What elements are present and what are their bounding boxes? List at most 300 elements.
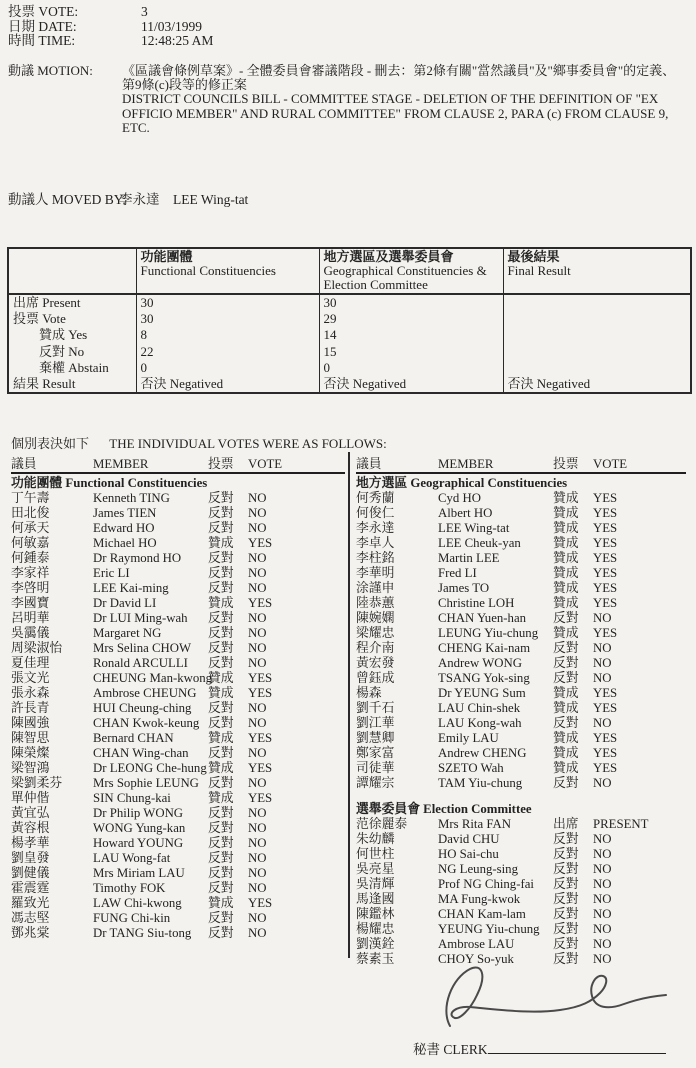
vote-value-english: NO bbox=[593, 862, 612, 876]
member-vote-row bbox=[356, 716, 686, 731]
member-vote-row bbox=[356, 937, 686, 952]
member-vote-row bbox=[11, 896, 345, 911]
member-name-chinese: 劉江華 bbox=[356, 716, 395, 730]
vote-value-english: YES bbox=[248, 596, 273, 610]
member-vote-row bbox=[356, 671, 686, 686]
member-name-chinese: 黃宏發 bbox=[356, 656, 395, 670]
vote-value-chinese: 贊成 bbox=[208, 686, 234, 700]
member-name-chinese: 楊孝華 bbox=[11, 836, 50, 850]
member-vote-row bbox=[356, 731, 686, 746]
member-name-english: TSANG Yok-sing bbox=[438, 671, 530, 685]
vote-value-chinese: 反對 bbox=[208, 506, 234, 520]
member-name-english: LAU Chin-shek bbox=[438, 701, 521, 715]
moved-by-value: 李永達 LEE Wing-tat bbox=[119, 192, 249, 207]
summary-row bbox=[8, 360, 691, 376]
summary-row-label: 反對 No bbox=[13, 343, 85, 359]
member-name-chinese: 司徒華 bbox=[356, 761, 395, 775]
member-vote-row bbox=[11, 881, 345, 896]
member-name-chinese: 黃宜弘 bbox=[11, 806, 50, 820]
member-name-english: Andrew CHENG bbox=[438, 746, 527, 760]
member-name-english: Ambrose CHEUNG bbox=[93, 686, 197, 700]
vote-value-english: NO bbox=[593, 671, 612, 685]
member-name-english: HUI Cheung-ching bbox=[93, 701, 192, 715]
member-name-english: HO Sai-chu bbox=[438, 847, 499, 861]
member-name-english: David CHU bbox=[438, 832, 500, 846]
member-name-english: MA Fung-kwok bbox=[438, 892, 521, 906]
member-name-chinese: 蔡素玉 bbox=[356, 952, 395, 966]
member-vote-row bbox=[356, 832, 686, 847]
member-name-chinese: 梁耀忠 bbox=[356, 626, 395, 640]
member-name-english: Martin LEE bbox=[438, 551, 500, 565]
vote-value-chinese: 反對 bbox=[553, 922, 579, 936]
vote-value-chinese: 贊成 bbox=[553, 761, 579, 775]
vote-value-english: NO bbox=[248, 851, 267, 865]
vote-value-chinese: 反對 bbox=[553, 671, 579, 685]
member-vote-row bbox=[11, 521, 345, 536]
member-name-chinese: 曾鈺成 bbox=[356, 671, 395, 685]
member-vote-row bbox=[356, 922, 686, 937]
summary-geographical-value: 29 bbox=[319, 311, 503, 327]
geographical-votes-column bbox=[356, 457, 686, 967]
vote-value-english: YES bbox=[593, 536, 618, 550]
vote-cn-header: 投票 bbox=[208, 457, 234, 471]
vote-value-chinese: 反對 bbox=[553, 611, 579, 625]
vote-value-english: YES bbox=[593, 491, 618, 505]
member-name-chinese: 吳亮星 bbox=[356, 862, 395, 876]
member-name-english: LAW Chi-kwong bbox=[93, 896, 182, 910]
vote-value-english: YES bbox=[593, 761, 618, 775]
member-name-chinese: 何秀蘭 bbox=[356, 491, 395, 505]
member-name-chinese: 何敏嘉 bbox=[11, 536, 50, 550]
vote-value-chinese: 反對 bbox=[208, 581, 234, 595]
member-vote-row bbox=[356, 551, 686, 566]
member-vote-row bbox=[356, 907, 686, 922]
vote-value-english: NO bbox=[593, 776, 612, 790]
member-name-chinese: 陳智思 bbox=[11, 731, 50, 745]
vote-value-chinese: 贊成 bbox=[553, 566, 579, 580]
member-vote-row bbox=[356, 686, 686, 701]
geographical-section-heading: 地方選區 Geographical Constituencies bbox=[356, 476, 568, 490]
vote-value-english: NO bbox=[593, 907, 612, 921]
vote-value-english: NO bbox=[248, 551, 267, 565]
vote-value-chinese: 反對 bbox=[553, 656, 579, 670]
summary-row bbox=[8, 344, 691, 360]
member-name-chinese: 李啓明 bbox=[11, 581, 50, 595]
member-name-chinese: 涂謹申 bbox=[356, 581, 395, 595]
vote-en-header: VOTE bbox=[248, 457, 283, 471]
vote-value-english: YES bbox=[248, 896, 273, 910]
individual-votes-title-english: THE INDIVIDUAL VOTES WERE AS FOLLOWS: bbox=[109, 436, 387, 451]
member-name-english: CHAN Kwok-keung bbox=[93, 716, 200, 730]
vote-value-english: NO bbox=[248, 881, 267, 895]
member-vote-row bbox=[356, 761, 686, 776]
vote-number-label: 投票 VOTE: bbox=[8, 4, 79, 19]
vote-value-chinese: 反對 bbox=[553, 776, 579, 790]
member-vote-row bbox=[11, 761, 345, 776]
member-name-english: Mrs Selina CHOW bbox=[93, 641, 192, 655]
member-vote-row bbox=[356, 611, 686, 626]
member-vote-row bbox=[356, 641, 686, 656]
member-en-header: MEMBER bbox=[438, 457, 494, 471]
member-name-english: James TIEN bbox=[93, 506, 157, 520]
member-name-english: LEE Kai-ming bbox=[93, 581, 169, 595]
motion-label: 動議 MOTION: bbox=[8, 63, 93, 78]
member-vote-row bbox=[11, 656, 345, 671]
column-divider-line bbox=[348, 452, 350, 958]
member-name-chinese: 夏佳理 bbox=[11, 656, 50, 670]
vote-value-english: YES bbox=[593, 626, 618, 640]
vote-value-english: NO bbox=[248, 701, 267, 715]
member-vote-row bbox=[356, 581, 686, 596]
motion-text-english: DISTRICT COUNCILS BILL - COMMITTEE STAGE - DELETION OF THE DEFINITION OF "EX OFFICIO MEMBER" AND RURAL COMMITTEE" FROM CLAUSE 2, PARA (c) FROM CLAUSE 9, ETC. bbox=[122, 91, 669, 135]
summary-header-functional: 功能團體 Functional Constituencies bbox=[136, 248, 319, 294]
member-vote-row bbox=[11, 671, 345, 686]
vote-value-english: NO bbox=[248, 836, 267, 850]
member-vote-row bbox=[11, 596, 345, 611]
vote-value-chinese: 反對 bbox=[553, 847, 579, 861]
motion-text-chinese: 《區議會條例草案》- 全體委員會審議階段 - 刪去：第2條有關"當然議員"及"鄉事委員會"的定義、第9條(c)段等的修正案 bbox=[122, 63, 676, 93]
summary-geographical-value: 15 bbox=[319, 344, 503, 360]
vote-value-english: YES bbox=[593, 701, 618, 715]
vote-value-chinese: 反對 bbox=[208, 806, 234, 820]
member-name-chinese: 李永達 bbox=[356, 521, 395, 535]
member-vote-row bbox=[11, 581, 345, 596]
member-vote-row bbox=[11, 821, 345, 836]
member-name-english: CHOY So-yuk bbox=[438, 952, 514, 966]
votes-column-header bbox=[11, 457, 345, 474]
summary-header-empty bbox=[8, 248, 136, 294]
member-name-english: Cyd HO bbox=[438, 491, 482, 505]
member-name-chinese: 鄧兆棠 bbox=[11, 926, 50, 940]
member-name-english: CHENG Kai-nam bbox=[438, 641, 531, 655]
member-name-chinese: 梁劉柔芬 bbox=[11, 776, 63, 790]
member-name-chinese: 李卓人 bbox=[356, 536, 395, 550]
vote-value-english: NO bbox=[248, 521, 267, 535]
vote-value-chinese: 贊成 bbox=[553, 491, 579, 505]
member-vote-row bbox=[11, 491, 345, 506]
summary-row-label: 棄權 Abstain bbox=[13, 359, 109, 375]
summary-row bbox=[8, 327, 691, 343]
member-name-chinese: 羅致光 bbox=[11, 896, 50, 910]
vote-en-header: VOTE bbox=[593, 457, 628, 471]
summary-header-row bbox=[8, 248, 691, 294]
vote-value-english: NO bbox=[248, 911, 267, 925]
date-value: 11/03/1999 bbox=[141, 18, 203, 34]
vote-value-english: PRESENT bbox=[593, 817, 649, 831]
motion-text bbox=[122, 64, 688, 135]
member-vote-row bbox=[11, 536, 345, 551]
member-name-english: LEE Cheuk-yan bbox=[438, 536, 521, 550]
member-name-english: Howard YOUNG bbox=[93, 836, 184, 850]
vote-value-chinese: 反對 bbox=[208, 626, 234, 640]
vote-value-english: NO bbox=[593, 952, 612, 966]
vote-value-chinese: 反對 bbox=[208, 551, 234, 565]
vote-value-chinese: 反對 bbox=[553, 952, 579, 966]
member-name-english: Timothy FOK bbox=[93, 881, 166, 895]
member-name-english: Kenneth TING bbox=[93, 491, 170, 505]
vote-value-english: YES bbox=[593, 566, 618, 580]
individual-votes-title bbox=[11, 433, 387, 452]
member-name-chinese: 楊耀忠 bbox=[356, 922, 395, 936]
summary-row-label: 結果 Result bbox=[13, 376, 76, 392]
vote-value-english: YES bbox=[593, 581, 618, 595]
summary-final-value: 否決 Negatived bbox=[503, 376, 691, 393]
member-name-chinese: 陸恭蕙 bbox=[356, 596, 395, 610]
vote-value-chinese: 出席 bbox=[553, 817, 579, 831]
summary-final-value bbox=[503, 344, 691, 360]
member-name-chinese: 劉慧卿 bbox=[356, 731, 395, 745]
vote-value-chinese: 反對 bbox=[208, 881, 234, 895]
vote-value-chinese: 贊成 bbox=[208, 791, 234, 805]
member-vote-row bbox=[11, 626, 345, 641]
member-name-english: Dr YEUNG Sum bbox=[438, 686, 526, 700]
vote-value-chinese: 贊成 bbox=[553, 551, 579, 565]
functional-section-heading: 功能團體 Functional Constituencies bbox=[11, 476, 208, 490]
motion-section bbox=[8, 64, 688, 135]
member-name-english: Prof NG Ching-fai bbox=[438, 877, 534, 891]
member-name-chinese: 李家祥 bbox=[11, 566, 50, 580]
member-vote-row bbox=[11, 731, 345, 746]
member-name-chinese: 李國寶 bbox=[11, 596, 50, 610]
summary-geographical-value: 否決 Negatived bbox=[319, 376, 503, 393]
vote-value-english: NO bbox=[593, 877, 612, 891]
vote-value-chinese: 贊成 bbox=[208, 671, 234, 685]
member-vote-row bbox=[356, 596, 686, 611]
vote-value-chinese: 反對 bbox=[553, 641, 579, 655]
section-spacer bbox=[356, 791, 686, 802]
vote-value-english: NO bbox=[248, 656, 267, 670]
member-name-chinese: 譚耀宗 bbox=[356, 776, 395, 790]
member-name-english: NG Leung-sing bbox=[438, 862, 518, 876]
member-name-chinese: 范徐麗泰 bbox=[356, 817, 408, 831]
member-name-chinese: 何鍾泰 bbox=[11, 551, 50, 565]
member-name-english: WONG Yung-kan bbox=[93, 821, 186, 835]
member-vote-row bbox=[356, 892, 686, 907]
time-value: 12:48:25 AM bbox=[141, 33, 214, 49]
summary-functional-value: 30 bbox=[136, 311, 319, 327]
summary-functional-value: 否決 Negatived bbox=[136, 376, 319, 393]
member-name-chinese: 丁午壽 bbox=[11, 491, 50, 505]
summary-functional-value: 8 bbox=[136, 327, 319, 343]
summary-header-geographical: 地方選區及選舉委員會 Geographical Constituencies & Election Committee bbox=[319, 248, 503, 294]
member-vote-row bbox=[11, 551, 345, 566]
vote-value-chinese: 反對 bbox=[208, 716, 234, 730]
member-name-english: Edward HO bbox=[93, 521, 155, 535]
member-name-english: Mrs Miriam LAU bbox=[93, 866, 185, 880]
member-name-english: Mrs Sophie LEUNG bbox=[93, 776, 199, 790]
member-name-english: Fred LI bbox=[438, 566, 477, 580]
vote-value-english: YES bbox=[248, 536, 273, 550]
date-label: 日期 DATE: bbox=[8, 18, 77, 34]
member-vote-row bbox=[11, 926, 345, 941]
vote-value-chinese: 反對 bbox=[553, 907, 579, 921]
vote-value-chinese: 贊成 bbox=[553, 701, 579, 715]
vote-value-english: NO bbox=[593, 716, 612, 730]
vote-value-chinese: 反對 bbox=[208, 836, 234, 850]
vote-value-english: NO bbox=[248, 806, 267, 820]
vote-value-english: NO bbox=[248, 926, 267, 940]
member-name-english: Dr TANG Siu-tong bbox=[93, 926, 192, 940]
clerk-signature-line bbox=[488, 1041, 666, 1054]
vote-value-english: YES bbox=[248, 761, 273, 775]
member-name-english: CHAN Wing-chan bbox=[93, 746, 189, 760]
member-name-english: YEUNG Yiu-chung bbox=[438, 922, 540, 936]
vote-value-chinese: 贊成 bbox=[208, 596, 234, 610]
vote-value-chinese: 反對 bbox=[208, 776, 234, 790]
member-name-chinese: 李華明 bbox=[356, 566, 395, 580]
summary-row bbox=[8, 376, 691, 393]
vote-value-chinese: 反對 bbox=[208, 911, 234, 925]
vote-value-chinese: 反對 bbox=[208, 866, 234, 880]
member-vote-row bbox=[356, 656, 686, 671]
member-name-english: Albert HO bbox=[438, 506, 493, 520]
vote-value-english: YES bbox=[593, 686, 618, 700]
date-row bbox=[8, 20, 213, 35]
member-name-chinese: 呂明華 bbox=[11, 611, 50, 625]
summary-final-value bbox=[503, 360, 691, 376]
member-name-english: Eric LI bbox=[93, 566, 130, 580]
vote-value-english: YES bbox=[593, 506, 618, 520]
vote-value-chinese: 反對 bbox=[208, 611, 234, 625]
vote-value-english: NO bbox=[248, 611, 267, 625]
member-cn-header: 議員 bbox=[11, 457, 37, 471]
vote-value-english: YES bbox=[248, 791, 273, 805]
member-name-english: Christine LOH bbox=[438, 596, 515, 610]
time-row bbox=[8, 34, 213, 49]
member-name-chinese: 張永森 bbox=[11, 686, 50, 700]
member-vote-row bbox=[356, 746, 686, 761]
vote-value-english: NO bbox=[593, 611, 612, 625]
vote-value-chinese: 反對 bbox=[553, 877, 579, 891]
member-name-english: TAM Yiu-chung bbox=[438, 776, 523, 790]
vote-value-english: NO bbox=[248, 491, 267, 505]
vote-value-chinese: 贊成 bbox=[208, 536, 234, 550]
vote-value-chinese: 反對 bbox=[208, 491, 234, 505]
vote-value-chinese: 贊成 bbox=[553, 536, 579, 550]
vote-value-chinese: 反對 bbox=[208, 926, 234, 940]
member-name-english: James TO bbox=[438, 581, 490, 595]
vote-value-chinese: 反對 bbox=[208, 701, 234, 715]
vote-value-english: NO bbox=[248, 566, 267, 580]
vote-value-chinese: 贊成 bbox=[553, 596, 579, 610]
member-vote-row bbox=[11, 866, 345, 881]
member-vote-row bbox=[11, 716, 345, 731]
vote-cn-header: 投票 bbox=[553, 457, 579, 471]
summary-row bbox=[8, 311, 691, 327]
member-name-chinese: 朱幼麟 bbox=[356, 832, 395, 846]
member-name-chinese: 霍震霆 bbox=[11, 881, 50, 895]
member-name-english: Emily LAU bbox=[438, 731, 499, 745]
member-name-english: CHAN Kam-lam bbox=[438, 907, 526, 921]
member-vote-row bbox=[11, 746, 345, 761]
vote-summary-table bbox=[7, 247, 692, 394]
vote-number-value: 3 bbox=[141, 4, 148, 19]
vote-value-chinese: 反對 bbox=[553, 716, 579, 730]
member-vote-row bbox=[356, 566, 686, 581]
election-committee-section-heading: 選舉委員會 Election Committee bbox=[356, 802, 532, 816]
vote-value-english: NO bbox=[593, 892, 612, 906]
vote-value-english: NO bbox=[248, 506, 267, 520]
member-name-chinese: 劉健儀 bbox=[11, 866, 50, 880]
member-name-chinese: 劉千石 bbox=[356, 701, 395, 715]
clerk-label: 秘書 CLERK bbox=[413, 1042, 488, 1057]
member-name-english: CHAN Yuen-han bbox=[438, 611, 527, 625]
member-vote-row bbox=[11, 791, 345, 806]
summary-final-value bbox=[503, 311, 691, 327]
member-name-chinese: 何世柱 bbox=[356, 847, 395, 861]
member-name-chinese: 張文光 bbox=[11, 671, 50, 685]
vote-value-chinese: 贊成 bbox=[553, 521, 579, 535]
member-name-english: LAU Wong-fat bbox=[93, 851, 171, 865]
vote-value-english: NO bbox=[248, 746, 267, 760]
vote-value-english: NO bbox=[593, 832, 612, 846]
member-vote-row bbox=[11, 776, 345, 791]
member-name-chinese: 陳鑑林 bbox=[356, 907, 395, 921]
summary-geographical-value: 14 bbox=[319, 327, 503, 343]
member-vote-row bbox=[11, 836, 345, 851]
member-name-english: Andrew WONG bbox=[438, 656, 522, 670]
member-name-english: FUNG Chi-kin bbox=[93, 911, 171, 925]
member-name-chinese: 單仲偕 bbox=[11, 791, 50, 805]
member-name-chinese: 劉漢銓 bbox=[356, 937, 395, 951]
moved-by-section bbox=[8, 188, 248, 208]
member-vote-row bbox=[356, 877, 686, 892]
vote-value-english: YES bbox=[248, 731, 273, 745]
member-vote-row bbox=[11, 506, 345, 521]
member-name-chinese: 陳榮燦 bbox=[11, 746, 50, 760]
vote-value-english: NO bbox=[248, 716, 267, 730]
member-vote-row bbox=[356, 491, 686, 506]
member-vote-row bbox=[356, 506, 686, 521]
member-name-english: CHEUNG Man-kwong bbox=[93, 671, 213, 685]
member-name-english: Dr LEONG Che-hung bbox=[93, 761, 207, 775]
vote-value-chinese: 贊成 bbox=[208, 896, 234, 910]
member-name-english: Mrs Rita FAN bbox=[438, 817, 511, 831]
member-name-english: LEUNG Yiu-chung bbox=[438, 626, 539, 640]
member-name-english: Ronald ARCULLI bbox=[93, 656, 188, 670]
member-name-chinese: 吳靄儀 bbox=[11, 626, 50, 640]
member-name-chinese: 黃容根 bbox=[11, 821, 50, 835]
moved-by-label: 動議人 MOVED BY: bbox=[8, 192, 127, 207]
vote-value-chinese: 贊成 bbox=[208, 731, 234, 745]
member-name-english: SZETO Wah bbox=[438, 761, 504, 775]
vote-value-chinese: 反對 bbox=[553, 832, 579, 846]
vote-value-chinese: 贊成 bbox=[553, 581, 579, 595]
member-vote-row bbox=[11, 701, 345, 716]
summary-geographical-value: 0 bbox=[319, 360, 503, 376]
member-name-chinese: 陳國強 bbox=[11, 716, 50, 730]
vote-value-english: NO bbox=[593, 847, 612, 861]
vote-value-chinese: 反對 bbox=[208, 521, 234, 535]
member-name-chinese: 楊森 bbox=[356, 686, 382, 700]
member-name-chinese: 田北俊 bbox=[11, 506, 50, 520]
member-vote-row bbox=[11, 806, 345, 821]
member-name-chinese: 何承天 bbox=[11, 521, 50, 535]
member-name-chinese: 劉皇發 bbox=[11, 851, 50, 865]
vote-number-row bbox=[8, 5, 213, 20]
vote-value-chinese: 反對 bbox=[208, 851, 234, 865]
clerk-signature bbox=[428, 962, 673, 1040]
summary-row-label: 出席 Present bbox=[13, 295, 81, 310]
member-name-english: Bernard CHAN bbox=[93, 731, 174, 745]
vote-value-english: NO bbox=[248, 776, 267, 790]
member-name-english: Dr David LI bbox=[93, 596, 157, 610]
summary-final-value bbox=[503, 327, 691, 343]
vote-value-chinese: 反對 bbox=[553, 937, 579, 951]
vote-value-english: YES bbox=[593, 551, 618, 565]
summary-functional-value: 22 bbox=[136, 344, 319, 360]
member-name-english: Margaret NG bbox=[93, 626, 162, 640]
